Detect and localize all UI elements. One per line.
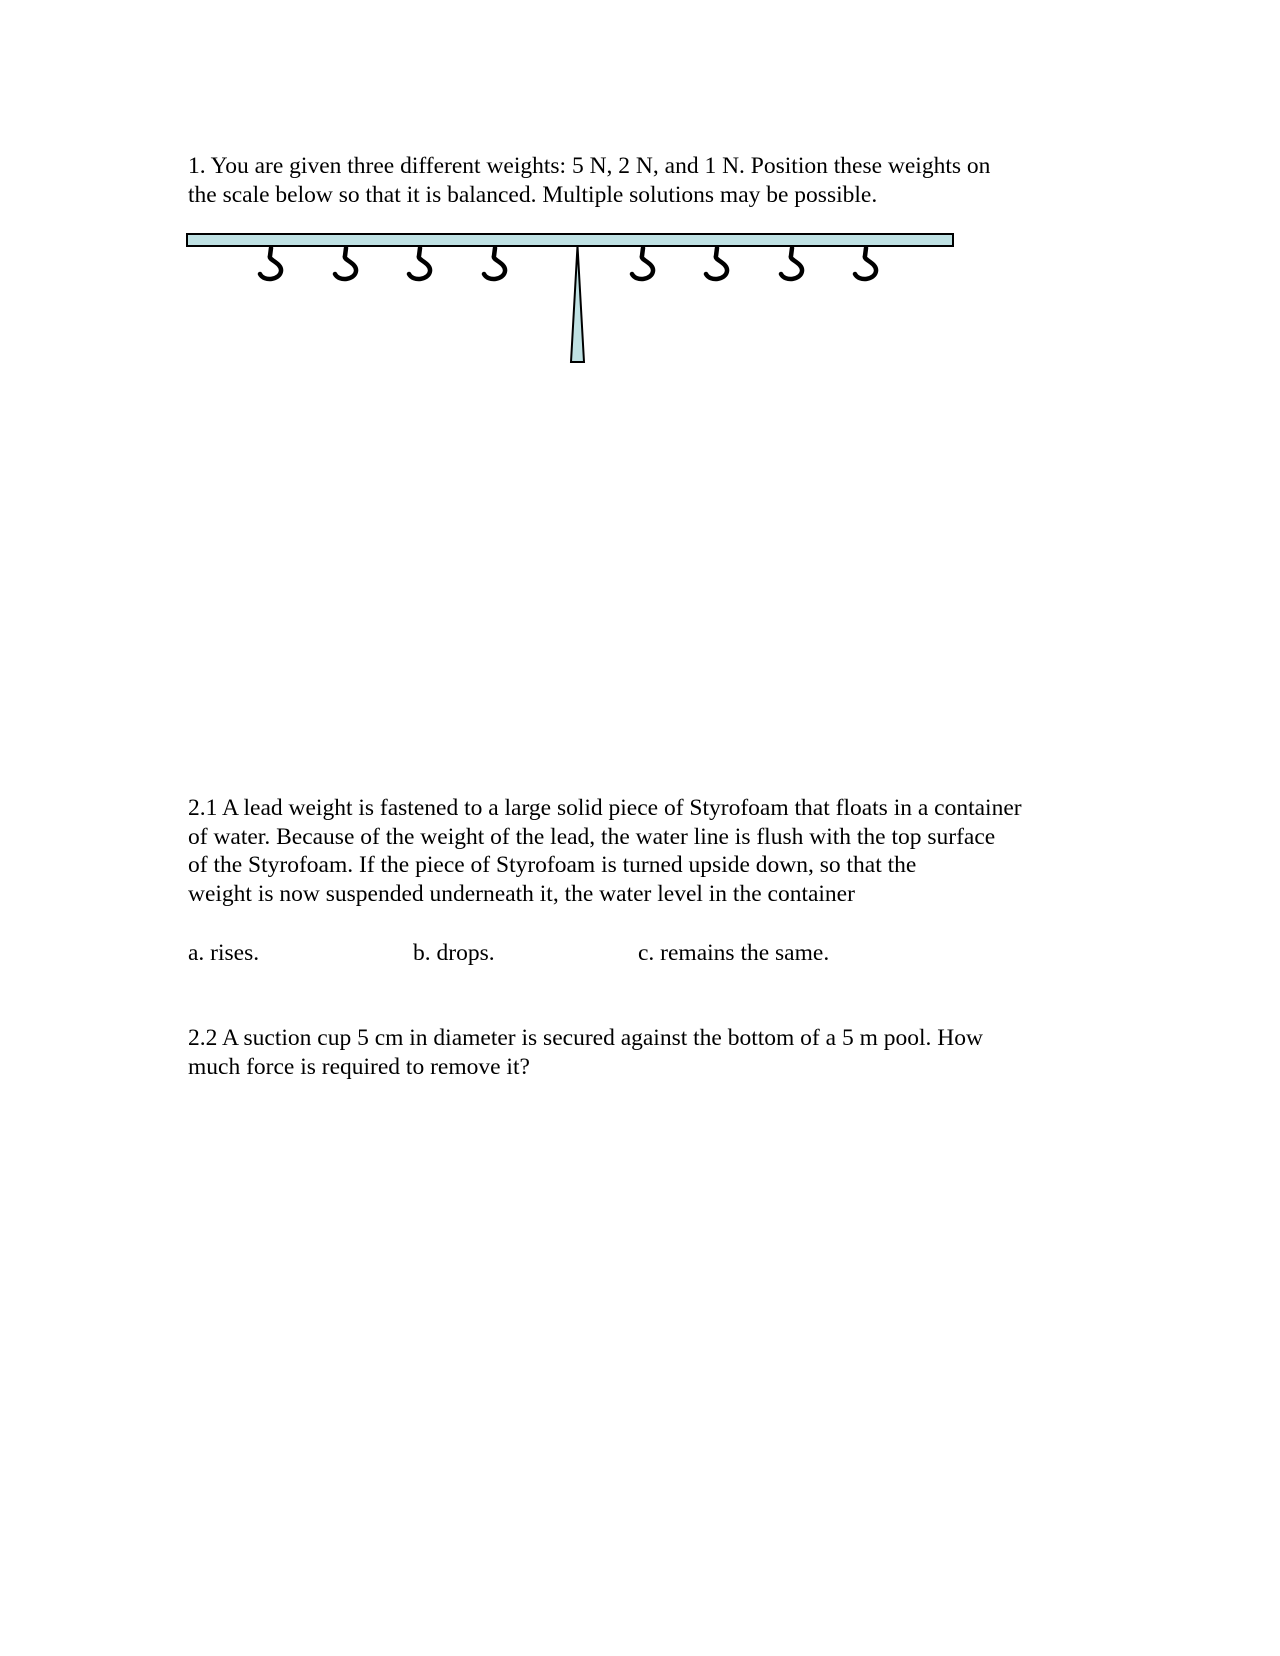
question-2-2-line-2: much force is required to remove it? — [188, 1053, 530, 1080]
question-1-line-1: 1. You are given three different weights: 5 N, 2 N, and 1 N. Position these weights on — [188, 153, 991, 179]
question-1 — [188, 152, 990, 209]
answer-choices — [188, 939, 1088, 969]
hook-icon — [855, 248, 876, 279]
hook-icon — [484, 248, 505, 279]
question-2-1-line-2: of water. Because of the weight of the lead, the water line is flush with the top surface — [188, 823, 996, 850]
hook-icon — [260, 248, 281, 279]
choice-c: c. remains the same. — [638, 940, 830, 966]
hook-icon — [632, 248, 653, 279]
choice-a: a. rises. — [188, 940, 260, 966]
hook-icon — [781, 248, 802, 279]
choice-b: b. drops. — [413, 940, 495, 966]
question-2-1-line-3: of the Styrofoam. If the piece of Styrofoam is turned upside down, so that the — [188, 852, 917, 878]
question-2-1-line-4: weight is now suspended underneath it, the water level in the container — [188, 880, 855, 907]
balance-scale-figure — [180, 226, 960, 366]
hook-icon — [409, 248, 430, 279]
question-2-1 — [188, 794, 1022, 908]
scale-beam — [187, 234, 953, 246]
question-1-line-2: the scale below so that it is balanced. Multiple solutions may be possible. — [188, 181, 878, 208]
question-2-1-line-1: 2.1 A lead weight is fastened to a large solid piece of Styrofoam that floats in a container — [188, 795, 1022, 821]
scale-fulcrum — [571, 246, 584, 362]
hook-icon — [706, 248, 727, 279]
question-2-2-line-1: 2.2 A suction cup 5 cm in diameter is secured against the bottom of a 5 m pool. How — [188, 1025, 983, 1051]
hook-icon — [335, 248, 356, 279]
question-2-2 — [188, 1024, 983, 1081]
scale-hooks — [260, 248, 876, 279]
